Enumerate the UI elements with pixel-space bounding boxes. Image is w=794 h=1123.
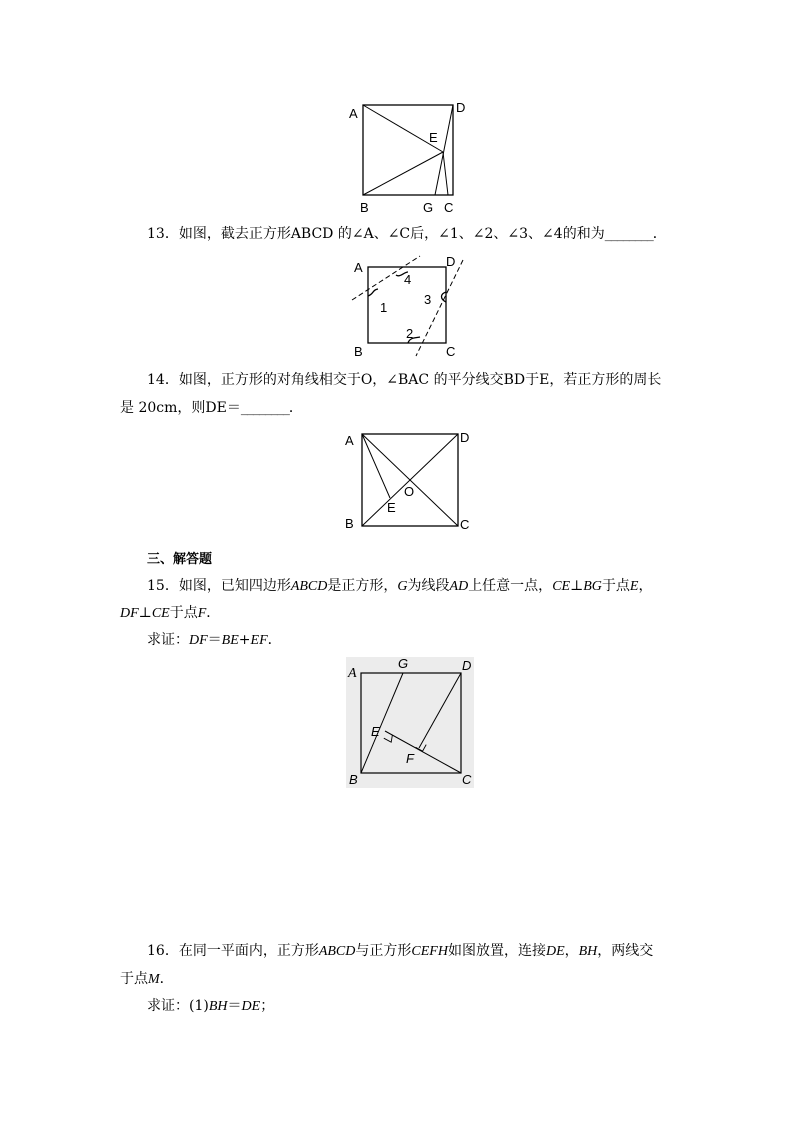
question-14-line2	[120, 398, 303, 418]
q15-text: 15．如图，已知四边形	[147, 578, 291, 594]
fig14-label-C: C	[460, 517, 470, 532]
question-14-end: ．	[288, 400, 303, 416]
answer-blank-13: ________	[604, 226, 653, 242]
fig15-label-F: F	[406, 751, 414, 766]
fig12-label-A: A	[349, 106, 358, 121]
section-heading: 三、解答题	[147, 552, 213, 567]
q16-var: CEFH	[411, 944, 448, 959]
fig14-label-A: A	[345, 433, 354, 448]
fig15-label-A: A	[348, 666, 357, 681]
fig13-angle-2: 2	[406, 326, 414, 341]
q16-text: 与正方形	[355, 943, 412, 959]
question-14-body-2: 是 20cm，则DE＝	[120, 400, 241, 416]
figure-13	[340, 252, 470, 362]
q15-var: CE	[151, 606, 170, 621]
q16-text: 于点	[120, 971, 148, 987]
q15-var: DF	[189, 633, 208, 648]
fig14-label-B: B	[345, 516, 354, 531]
q15-text: 是正方形，	[327, 578, 398, 594]
q15-text: ．	[206, 605, 221, 621]
fig14-label-O: O	[404, 484, 415, 499]
q16-var: DE	[545, 944, 565, 959]
q16-text: 如图放置，连接	[447, 943, 546, 959]
fig14-label-E: E	[387, 500, 396, 515]
fig15-label-B: B	[349, 772, 358, 787]
q15-symbol: ⊥	[138, 605, 152, 621]
q15-var: DF	[120, 606, 139, 621]
fig13-label-B: B	[354, 344, 363, 359]
q16-text: ；	[260, 998, 275, 1014]
question-15-line2	[120, 603, 220, 624]
q16-var: BH	[578, 944, 598, 959]
q15-var: BE	[221, 633, 239, 648]
answer-blank-14: ________	[240, 400, 289, 416]
q15-symbol: +	[238, 632, 251, 648]
fig12-label-B: B	[360, 200, 369, 215]
fig13-label-D: D	[446, 254, 456, 269]
fig12-label-E: E	[429, 130, 438, 145]
q16-var: BH	[208, 999, 228, 1014]
q15-var: G	[397, 579, 408, 594]
q15-var: ABCD	[290, 579, 328, 594]
q16-text: 16．在同一平面内，正方形	[147, 943, 319, 959]
q15-var: AD	[449, 579, 469, 594]
question-16-line1	[147, 941, 653, 962]
question-16-line2	[120, 969, 174, 990]
q15-symbol: ⊥	[570, 578, 584, 594]
q16-text: ．	[159, 971, 174, 987]
q15-text: 于点	[601, 578, 630, 594]
figure-15	[346, 657, 474, 788]
q16-var: ABCD	[318, 944, 356, 959]
q15-symbol: ＝	[207, 632, 222, 648]
question-15-proof	[147, 630, 282, 651]
q16-symbol: ＝	[227, 998, 242, 1014]
fig15-label-G: G	[398, 657, 409, 671]
fig13-label-A: A	[354, 260, 363, 275]
question-13-body: 13．如图，截去正方形ABCD 的∠A、∠C后，∠1、∠2、∠3、∠4的和为	[147, 226, 605, 242]
q15-var: CE	[552, 579, 571, 594]
fig14-label-D: D	[460, 430, 470, 445]
q15-text: 为线段	[407, 578, 450, 594]
q15-var: E	[629, 579, 639, 594]
question-16-proof	[147, 996, 274, 1017]
question-15-line1	[147, 576, 652, 597]
q15-var: EF	[250, 633, 268, 648]
q16-text: (1)	[189, 998, 209, 1014]
figure-12	[340, 96, 470, 216]
fig13-label-C: C	[446, 344, 456, 359]
fig15-label-D: D	[462, 658, 472, 673]
question-13-end: ．	[652, 226, 667, 242]
question-14-body: 14．如图，正方形的对角线相交于O，∠BAC 的平分线交BD于E，若正方形的周长	[147, 372, 662, 388]
fig13-angle-3: 3	[424, 292, 432, 307]
q15-text: ．	[267, 632, 282, 648]
question-13-text	[147, 224, 667, 244]
q15-var: BG	[583, 579, 602, 594]
fig15-label-C: C	[462, 772, 472, 787]
q15-text: 于点	[169, 605, 198, 621]
question-14-line1	[147, 370, 661, 390]
q15-var: F	[197, 606, 207, 621]
fig12-label-C: C	[444, 200, 454, 215]
fig12-label-G: G	[423, 200, 434, 215]
fig12-label-D: D	[456, 100, 466, 115]
fig13-angle-1: 1	[380, 300, 388, 315]
fig13-angle-4: 4	[404, 272, 412, 287]
q15-proof-label: 求证：	[147, 632, 189, 648]
q16-text: ，两线交	[597, 943, 654, 959]
q15-text: 上任意一点，	[468, 578, 553, 594]
q16-var: M	[148, 972, 160, 987]
fig15-label-E: E	[371, 724, 380, 739]
q15-text: ，	[638, 578, 653, 594]
figure-14	[340, 426, 480, 538]
q16-text: ，	[564, 943, 579, 959]
q16-proof-label: 求证：	[147, 998, 189, 1014]
q16-var: DE	[241, 999, 261, 1014]
